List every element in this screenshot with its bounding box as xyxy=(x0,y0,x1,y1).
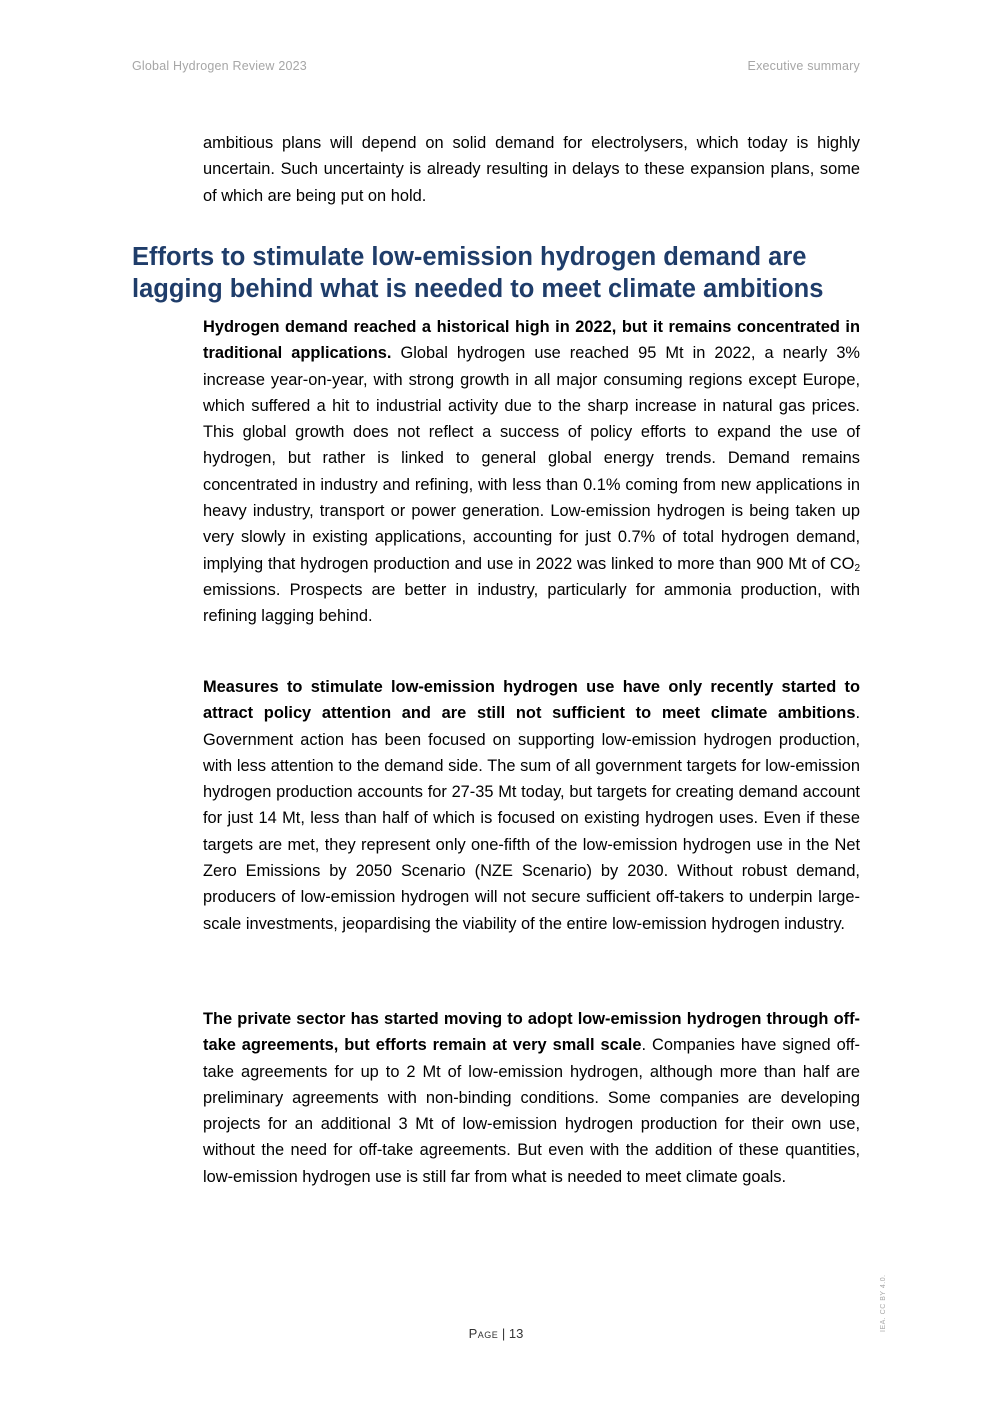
paragraph-text: emissions. Prospects are better in industry, particularly for ammonia production, with refining lagging behind. xyxy=(203,580,860,626)
page-separator: | xyxy=(498,1326,509,1341)
running-header-section: Executive summary xyxy=(747,59,860,73)
section-heading: Efforts to stimulate low-emission hydrogen demand are lagging behind what is needed to meet climate ambitions xyxy=(132,243,824,303)
page-number: 13 xyxy=(508,1326,524,1341)
paragraph-text: . Government action has been focused on supporting low-emission hydrogen production, with less attention to the demand side. The sum of all government targets for low-emission hydrogen production accounts for 27-35 Mt today, but targets for creating demand account for just 14 Mt, less than half of which is focused on existing hydrogen uses. Even if these targets are met, they represent only one-fifth of the low-emission hydrogen use in the Net Zero Emissions by 2050 Scenario (NZE Scenario) by 2030. Without robust demand, producers of low-emission hydrogen will not secure sufficient off-takers to underpin large-scale investments, jeopardising the viability of the entire low-emission hydrogen industry. xyxy=(203,704,860,933)
paragraph-lead: Measures to stimulate low-emission hydrogen use have only recently started to attract policy attention and are still not sufficient to meet climate ambitions xyxy=(203,678,860,723)
page-footer xyxy=(0,1326,992,1341)
paragraph-text: . Companies have signed off-take agreements for up to 2 Mt of low-emission hydrogen, although more than half are preliminary agreements with non-binding conditions. Some companies are developing projects for an additional 3 Mt of low-emission hydrogen production for their own use, without the need for off-take agreements. But even with the addition of these quantities, low-emission hydrogen use is still far from what is needed to meet climate goals. xyxy=(203,1036,860,1186)
paragraph-policy xyxy=(203,674,860,937)
paragraph-demand xyxy=(203,314,860,630)
license-note: IEA. CC BY 4.0. xyxy=(880,1274,887,1332)
paragraph-private-sector xyxy=(203,1006,860,1190)
paragraph-text: Global hydrogen use reached 95 Mt in 2022, a nearly 3% increase year-on-year, with strong growth in all major consuming regions except Europe, which suffered a hit to industrial activity due to the sharp increase in natural gas prices. This global growth does not reflect a success of policy efforts to expand the use of hydrogen, but rather is linked to general global energy trends. Demand remains concentrated in industry and refining, with less than 0.1% coming from new applications in heavy industry, transport or power generation. Low-emission hydrogen is being taken up very slowly in existing applications, accounting for just 0.7% of total hydrogen demand, implying that hydrogen production and use in 2022 was linked to more than 900 Mt of CO xyxy=(203,344,861,573)
paragraph-text: ambitious plans will depend on solid demand for electrolysers, which today is highly uncertain. Such uncertainty is already resulting in delays to these expansion plans, some of which are being put on hold. xyxy=(203,134,860,205)
running-header-title: Global Hydrogen Review 2023 xyxy=(132,59,307,73)
subscript: 2 xyxy=(854,562,860,574)
paragraph-lead: Hydrogen demand reached a historical high in 2022, but it remains concentrated in traditional applications. xyxy=(203,318,860,363)
paragraph-lead: The private sector has started moving to adopt low-emission hydrogen through off-take agreements, but efforts remain at very small scale xyxy=(203,1010,860,1055)
paragraph-continued xyxy=(203,130,860,209)
page-label: Page xyxy=(468,1326,499,1341)
